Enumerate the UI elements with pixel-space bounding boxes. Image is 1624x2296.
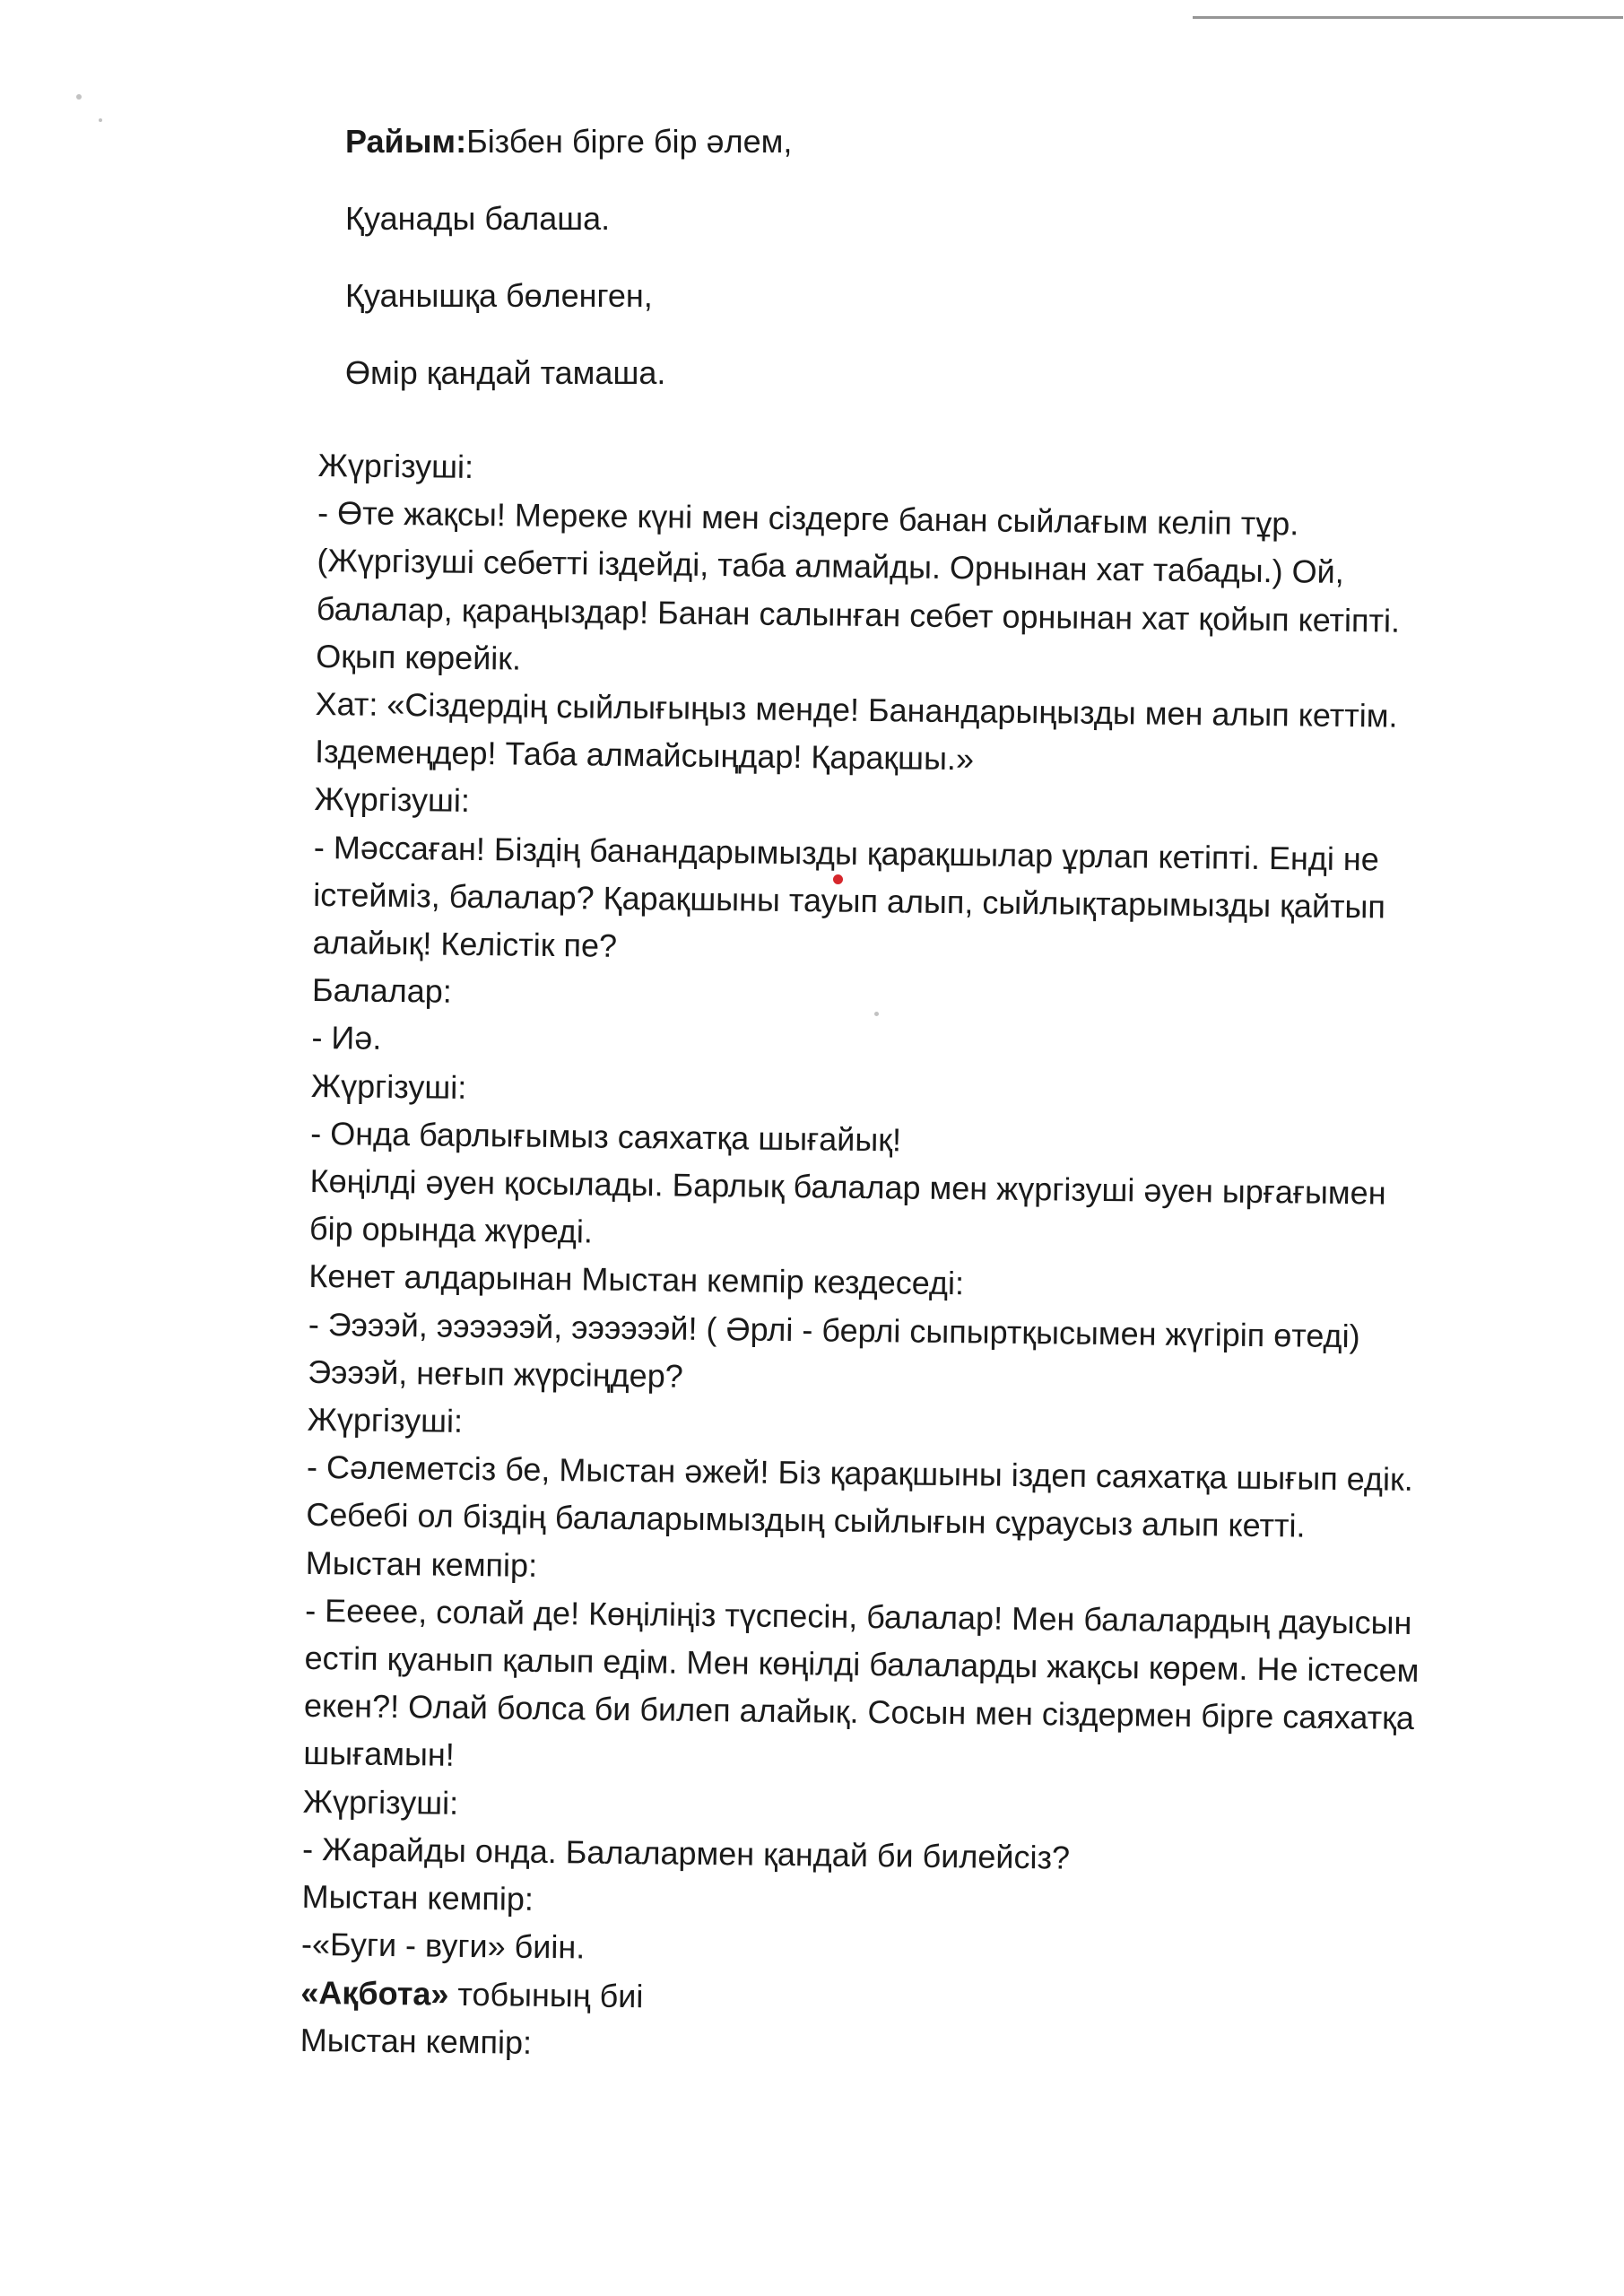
body-line: Жүргізуші: — [314, 780, 471, 820]
poem-block — [345, 123, 1511, 434]
body-line: Мыстан кемпір: — [305, 1544, 538, 1584]
body-line: Жүргізуші: — [317, 446, 474, 485]
body-line: Себебі ол біздің балаларымыздың сыйлығын сұраусыз алып кетті. — [306, 1496, 1306, 1545]
body-line: Жүргізуші: — [307, 1400, 464, 1439]
body-line: шығамын! — [303, 1735, 456, 1774]
body-line: естіп қуанып қалып едім. Мен көңілді балаларды жақсы көрем. Не істесем — [304, 1639, 1420, 1690]
speaker-name: Райым: — [345, 123, 467, 160]
body-line: - Сәлеметсіз бе, Мыстан әжей! Біз қарақшыны іздеп саяхатқа шығып едік. — [306, 1448, 1414, 1499]
scan-edge-line — [1193, 16, 1623, 19]
body-line: балалар, қараңыздар! Банан салынған себет орнынан хат қойып кетіпті. — [316, 589, 1401, 639]
group-line: «Ақбота» тобының биі — [300, 1973, 644, 2014]
script-body — [300, 441, 1573, 2078]
body-line: екен?! Олай болса би билеп алайық. Сосын мен сіздермен бірге саяхатқа — [303, 1687, 1415, 1737]
body-line: Мыстан кемпір: — [301, 1877, 534, 1918]
body-line: -«Буги - вуги» биін. — [300, 1926, 586, 1966]
body-line: Іздемеңдер! Таба алмайсыңдар! Қарақшы.» — [314, 733, 975, 778]
poem-line-4: Өмір қандай тамаша. — [345, 354, 666, 391]
poem-line-3: Қуанышқа бөленген, — [345, 277, 653, 314]
body-line: Балалар: — [311, 971, 453, 1010]
scan-speck — [76, 94, 82, 100]
body-line-last: Мыстан кемпір: — [300, 2021, 533, 2061]
body-line: (Жүргізуші себетті іздейді, таба алмайды. Орнынан хат табады.) Ой, — [317, 542, 1345, 591]
scan-speck — [99, 118, 102, 122]
body-line: істейміз, балалар? Қарақшыны тауып алып, сыйлықтарымызды қайтып — [313, 875, 1386, 926]
body-line: - Ээээй, ээээээй, ээээээй! ( Әрлі - берлі сыпыртқысымен жүгіріп өтеді) — [308, 1305, 1360, 1354]
body-line: Жүргізуші: — [302, 1782, 459, 1822]
body-line: Жүргізуші: — [310, 1066, 467, 1106]
body-line: бір орында жүреді. — [308, 1210, 594, 1250]
body-line: - Өте жақсы! Мереке күні мен сіздерге банан сыйлағым келіп тұр. — [317, 494, 1299, 543]
body-line: - Жарайды онда. Балалармен қандай би билейсіз? — [301, 1830, 1071, 1876]
body-line: Ээээй, неғып жүрсіңдер? — [307, 1352, 683, 1395]
body-line: - Иә. — [311, 1019, 382, 1057]
body-line: Көңілді әуен қосылады. Барлық балалар мен жүргізуші әуен ырғағымен — [309, 1161, 1386, 1212]
poem-line-2: Қуанады балаша. — [345, 200, 611, 237]
poem-line-1: Райым:Бізбен бірге бір әлем, — [345, 123, 793, 160]
body-line: алайық! Келістік пе? — [312, 923, 618, 964]
body-line: - Ееееe, солай де! Көңіліңіз түспесін, балалар! Мен балалардың дауысын — [304, 1591, 1412, 1641]
body-line: Оқып көрейік. — [316, 637, 522, 677]
body-line: - Онда барлығымыз саяхатқа шығайық! — [310, 1114, 902, 1159]
body-line: - Мәссаған! Біздің банандарымызды қарақшылар ұрлап кетіпті. Енді не — [313, 828, 1379, 878]
group-name: «Ақбота» — [300, 1973, 449, 2013]
body-line: Хат: «Сіздердің сыйлығыңыз менде! Банандарыңызды мен алып кеттім. — [315, 684, 1398, 735]
body-line: Кенет алдарынан Мыстан кемпір кездеседі: — [308, 1257, 965, 1302]
